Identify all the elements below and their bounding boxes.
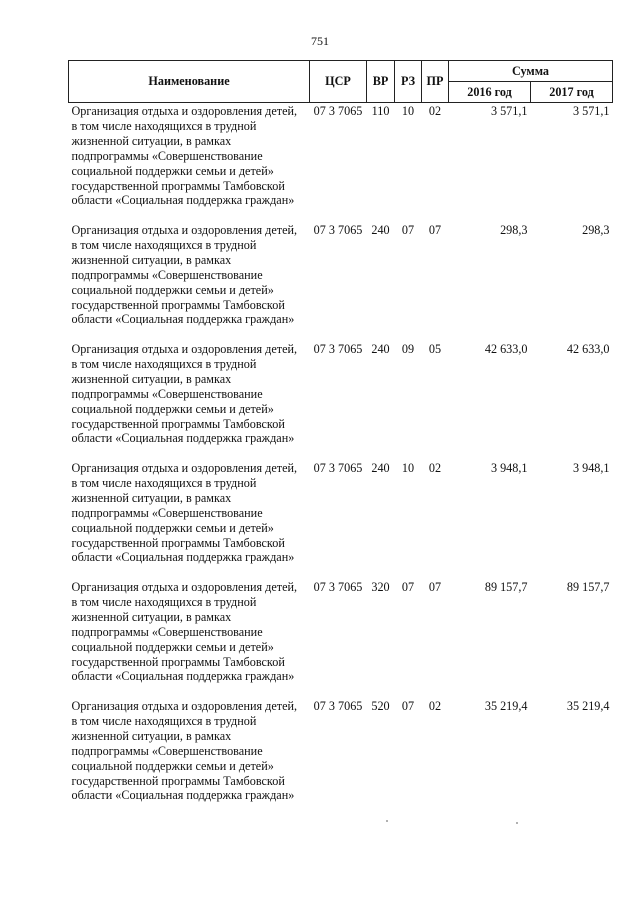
row-pr: 07 [428,223,442,237]
row-rz: 09 [401,342,415,356]
header-csr: ЦСР [310,61,367,103]
table-row [69,579,613,698]
row-csr: 07 3 7065 [313,342,363,356]
row-name: Организация отдыха и оздоровления детей, в том числе находящихся в трудной жизненной ситуации, в рамках подпрограммы «Совершенствование социальной поддержки семьи и детей» государственной программы Тамбовской области «Социальная поддержка граждан» [71,461,298,565]
row-csr: 07 3 7065 [313,461,363,475]
table-header [69,61,613,103]
header-rz: РЗ [395,61,422,103]
row-pr: 05 [428,342,442,356]
row-sum-2016: 89 157,7 [484,580,528,594]
row-csr: 07 3 7065 [313,104,363,118]
row-name: Организация отдыха и оздоровления детей, в том числе находящихся в трудной жизненной ситуации, в рамках подпрограммы «Совершенствование социальной поддержки семьи и детей» государственной программы Тамбовской области «Социальная поддержка граждан» [71,342,298,446]
row-vr: 320 [371,580,390,594]
header-sum: Сумма [449,61,613,82]
row-sum-2017: 298,3 [582,223,610,237]
row-rz: 10 [401,104,415,118]
row-sum-2017: 3 571,1 [572,104,610,118]
scan-speck [516,822,518,824]
header-pr: ПР [422,61,449,103]
row-csr: 07 3 7065 [313,699,363,713]
table-row [69,341,613,460]
header-vr: ВР [367,61,395,103]
table-row [69,222,613,341]
row-vr: 240 [371,223,390,237]
table-row [69,698,613,817]
row-pr: 02 [428,699,442,713]
row-rz: 07 [401,580,415,594]
header-2016: 2016 год [449,82,531,103]
row-sum-2016: 3 571,1 [490,104,528,118]
row-sum-2017: 89 157,7 [566,580,610,594]
header-name: Наименование [69,61,310,103]
row-sum-2017: 42 633,0 [566,342,610,356]
row-pr: 02 [428,461,442,475]
row-sum-2017: 3 948,1 [572,461,610,475]
budget-table [68,60,613,817]
row-rz: 07 [401,699,415,713]
row-sum-2016: 298,3 [500,223,528,237]
row-vr: 240 [371,461,390,475]
row-pr: 07 [428,580,442,594]
row-rz: 10 [401,461,415,475]
scan-speck [386,820,388,822]
row-sum-2016: 35 219,4 [484,699,528,713]
row-vr: 520 [371,699,390,713]
row-csr: 07 3 7065 [313,223,363,237]
row-sum-2016: 3 948,1 [490,461,528,475]
row-name: Организация отдыха и оздоровления детей, в том числе находящихся в трудной жизненной ситуации, в рамках подпрограммы «Совершенствование социальной поддержки семьи и детей» государственной программы Тамбовской области «Социальная поддержка граждан» [71,699,298,803]
row-name: Организация отдыха и оздоровления детей, в том числе находящихся в трудной жизненной ситуации, в рамках подпрограммы «Совершенствование социальной поддержки семьи и детей» государственной программы Тамбовской области «Социальная поддержка граждан» [71,223,298,327]
row-rz: 07 [401,223,415,237]
row-csr: 07 3 7065 [313,580,363,594]
row-name: Организация отдыха и оздоровления детей, в том числе находящихся в трудной жизненной ситуации, в рамках подпрограммы «Совершенствование социальной поддержки семьи и детей» государственной программы Тамбовской области «Социальная поддержка граждан» [71,580,298,684]
page-number: 751 [311,34,329,48]
table-row [69,460,613,579]
row-sum-2016: 42 633,0 [484,342,528,356]
header-2017: 2017 год [531,82,613,103]
row-pr: 02 [428,104,442,118]
row-name: Организация отдыха и оздоровления детей, в том числе находящихся в трудной жизненной ситуации, в рамках подпрограммы «Совершенствование социальной поддержки семьи и детей» государственной программы Тамбовской области «Социальная поддержка граждан» [71,104,298,208]
table-body [69,103,613,818]
row-sum-2017: 35 219,4 [566,699,610,713]
row-vr: 240 [371,342,390,356]
table-row [69,103,613,223]
row-vr: 110 [371,104,390,118]
